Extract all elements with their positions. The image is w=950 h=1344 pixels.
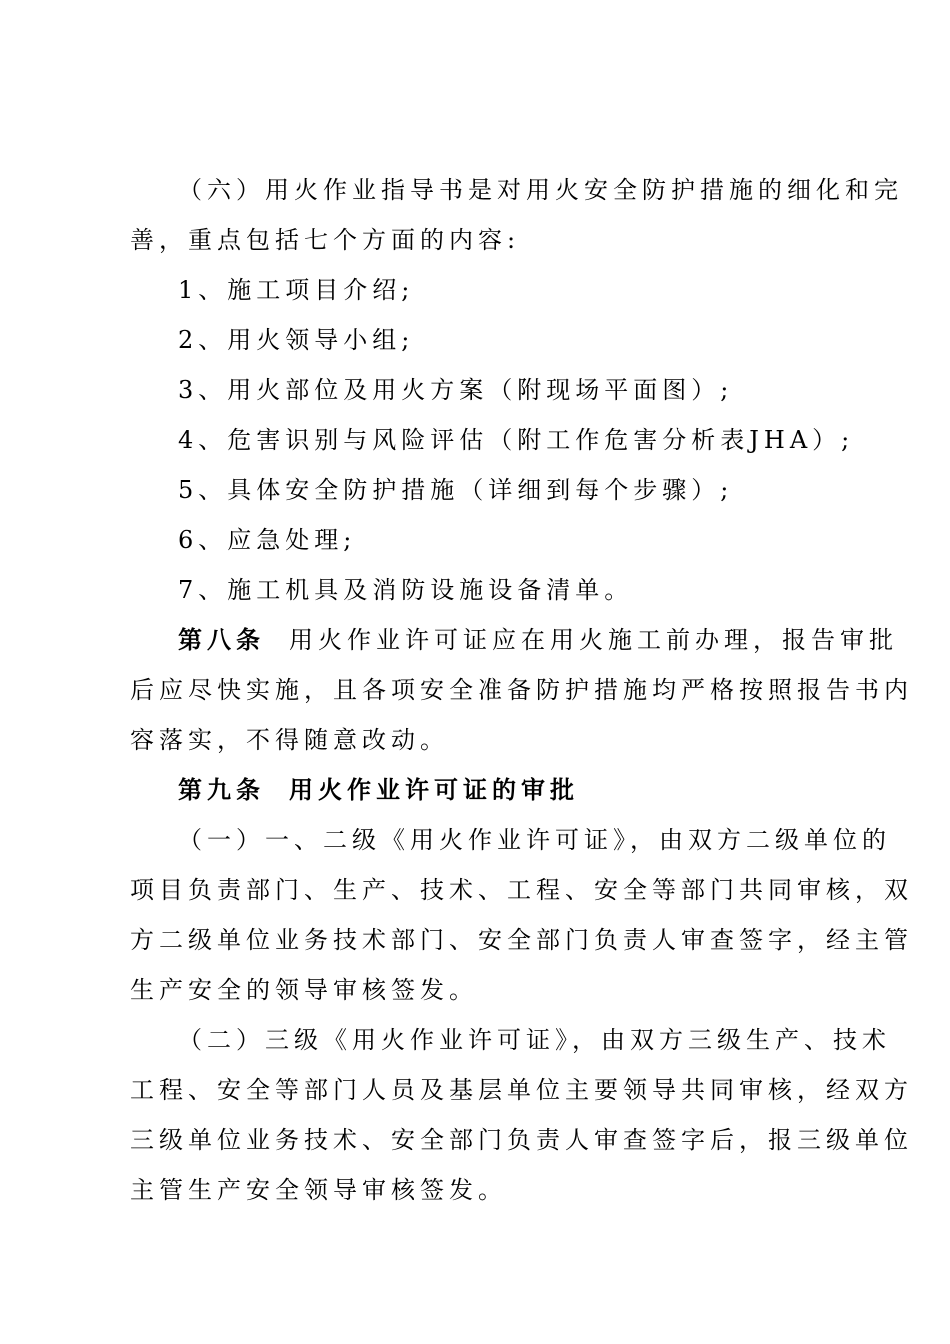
article-9-heading: 第九条	[178, 775, 265, 804]
paragraph-line: 生产安全的领导审核签发。	[130, 976, 478, 1004]
paragraph-line: （一）一、二级《用火作业许可证》，由双方二级单位的	[178, 826, 891, 854]
paragraph-line: 工程、安全等部门人员及基层单位主要领导共同审核，经双方	[130, 1076, 913, 1104]
list-item: 3、用火部位及用火方案（附现场平面图）;	[178, 376, 734, 404]
paragraph-line: 主管生产安全领导审核签发。	[130, 1176, 507, 1204]
paragraph-line: （六）用火作业指导书是对用火安全防护措施的细化和完	[178, 176, 903, 204]
article-8-heading: 第八条	[178, 625, 265, 654]
article-9-line	[178, 765, 579, 815]
list-item: 5、具体安全防护措施（详细到每个步骤）;	[178, 476, 734, 504]
list-item: 6、应急处理;	[178, 526, 357, 554]
article-8-line	[178, 615, 898, 665]
paragraph-line: （二）三级《用火作业许可证》，由双方三级生产、技术	[178, 1026, 891, 1054]
list-item: 4、危害识别与风险评估（附工作危害分析表JHA）;	[178, 426, 855, 454]
paragraph-line: 善，重点包括七个方面的内容:	[130, 226, 521, 254]
paragraph-line: 三级单位业务技术、安全部门负责人审查签字后，报三级单位	[130, 1126, 913, 1154]
article-9-title: 用火作业许可证的审批	[289, 775, 579, 804]
paragraph-line: 容落实，不得随意改动。	[130, 726, 449, 754]
list-item: 1、施工项目介绍;	[178, 276, 415, 304]
paragraph-line: 后应尽快实施，且各项安全准备防护措施均严格按照报告书内	[130, 676, 913, 704]
paragraph-line: 方二级单位业务技术部门、安全部门负责人审查签字，经主管	[130, 926, 913, 954]
article-8-text: 用火作业许可证应在用火施工前办理，报告审批	[289, 626, 898, 654]
paragraph-line: 项目负责部门、生产、技术、工程、安全等部门共同审核，双	[130, 876, 913, 904]
list-item: 7、施工机具及消防设施设备清单。	[178, 576, 634, 604]
list-item: 2、用火领导小组;	[178, 326, 415, 354]
